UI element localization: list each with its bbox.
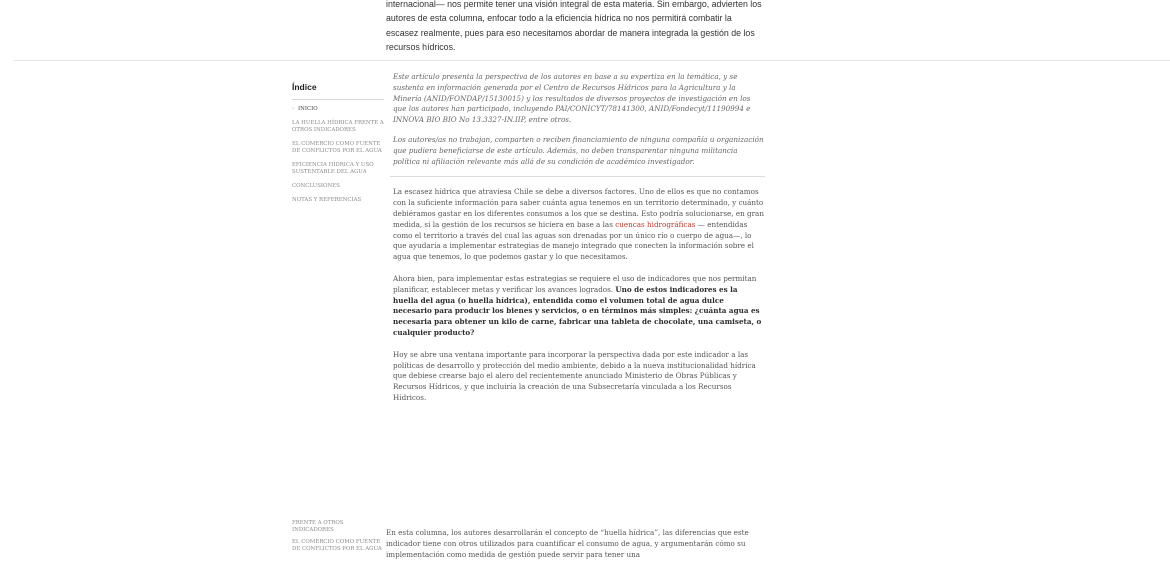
article-paragraph (393, 187, 765, 263)
table-of-contents (292, 80, 384, 211)
article-paragraph (393, 274, 765, 339)
toc-item-inicio[interactable] (292, 106, 384, 113)
cuencas-link[interactable]: cuencas hidrográficas (615, 219, 696, 229)
disclosure-divider (390, 176, 765, 177)
section-divider (14, 60, 1170, 61)
toc-item-conclusiones[interactable]: CONCLUSIONES (292, 183, 340, 189)
toc-item-comercio[interactable]: EL COMERCIO COMO FUENTE DE CONFLICTOS POR EL AGUA (292, 141, 382, 154)
article-paragraph: Hoy se abre una ventana importante para incorporar la perspectiva dada por este indicador a las políticas de desarrollo y protección del medio ambiente, debido a la nueva institucionalidad hídrica que debiese crearse bajo el alero del recientemente anunciado Ministerio de Obras Públicas y Recursos Hídricos, y que incluiría la creación de una Subsecretaría vinculada a los Recursos Hídricos. (393, 349, 756, 402)
author-disclosure (393, 72, 765, 167)
toc-item-comercio[interactable]: EL COMERCIO COMO FUENTE DE CONFLICTOS POR EL AGUA (292, 539, 382, 552)
table-of-contents-sticky (292, 520, 384, 558)
article-body (393, 72, 765, 404)
text-run: La escasez hídrica que atraviesa Chile se debe a diversos factores. Uno de ellos es que no contamos con la suficiente información para saber cuánta agua tenemos en un territorio determinado, y cuánto debiéramos gastar en los diferentes consumos a los que se destina. Esto podría solucionarse, en gran medida, si la gestión de los recursos se hiciera en base a las (393, 187, 764, 229)
toc-item-label: INICIO (298, 106, 318, 112)
text-run: Ahora bien, para implementar estas estrategias se requiere el uso de indicadores que nos permitan planificar, establecer metas y verificar los avances logrados. (393, 273, 757, 294)
toc-title: Índice (292, 82, 317, 92)
disclosure-paragraph: Los autores/as no trabajan, comparten o reciben financiamiento de ninguna compañía u organización que pudiera beneficiarse de este artículo. Además, no deben transparentar ninguna militancia política ni afiliación relevante más allá de su condición de académico investigador. (393, 134, 764, 166)
disclosure-paragraph: Este artículo presenta la perspectiva de los autores en base a su expertiza en la temática, y se sustenta en información generada por el Centro de Recursos Hídricos para la Agricultura y la Minería (ANID/FONDAP/15130015) y los resultados de diversos proyectos de investigación en los que los autores han participado, incluyendo PAI/CONICYT/78141300, ANID/Fondecyt/11190994 e INNOVA BIO BIO No 13.3327-IN.IIP, entre otros. (393, 72, 751, 125)
bold-highlight: Uno de estos indicadores es la huella del agua (o huella hídrica), entendida como el volumen total de agua dulce necesario para producir los bienes y servicios, o en términos más simples: ¿cuánta agua es necesaria para obtener un kilo de carne, fabricar una tableta de chocolate, una camiseta, o cualquier producto? (393, 284, 762, 337)
intro-paragraph: internacional— nos permite tener una visión integral de esta materia. Sin embargo, advierten los autores de esta columna, enfocar todo a la eficiencia hídrica no nos permitirá combatir la escasez realmente, pues para eso necesitamos abordar de manera integrada la gestión de los recursos hídricos. (386, 0, 762, 53)
toc-item-notas[interactable]: NOTAS Y REFERENCIAS (292, 197, 362, 203)
chevron-right-icon: › (292, 106, 295, 112)
toc-item-eficiencia[interactable]: EFICIENCIA HÍDRICA Y USO SUSTENTABLE DEL AGUA (292, 162, 374, 175)
article-text (393, 187, 765, 403)
toc-item-huella-hidrica[interactable]: LA HUELLA HÍDRICA FRENTE A OTROS INDICADORES (292, 120, 384, 133)
toc-divider (292, 99, 384, 100)
toc-item-huella-hidrica[interactable]: FRENTE A OTROS INDICADORES (292, 520, 344, 533)
text-run: — entendidas como el territorio a través del cual las aguas son drenadas por un único río o cuerpo de agua—, lo que ayudaría a implementar estrategias de manejo integrado que conecten la información sobre el agua que tenemos, lo que podemos gastar y lo que necesitamos. (393, 219, 754, 262)
article-paragraph: En esta columna, los autores desarrollarán el concepto de “huella hídrica”, las diferencias que este indicador tiene con otros utilizados para cuantificar el consumo de agua, y argumentarán cómo su implementación como medida de gestión puede servir para tener una (386, 528, 749, 559)
